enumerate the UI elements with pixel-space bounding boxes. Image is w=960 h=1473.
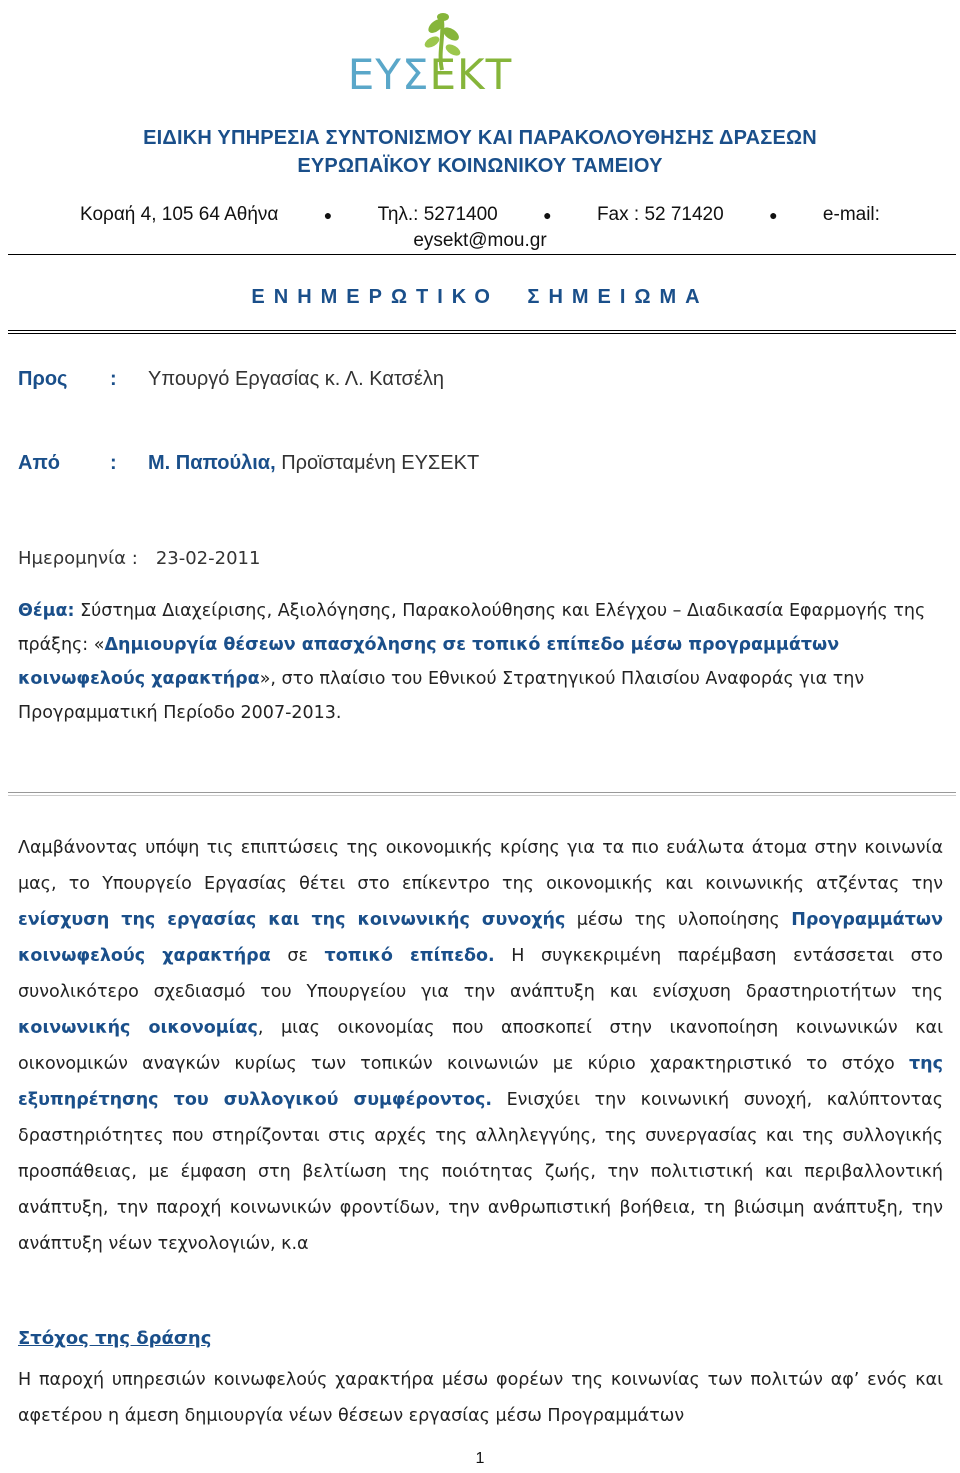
to-label: Προς	[18, 368, 68, 390]
document-page: ΕΥΣΕΚΤ ΕΙΔΙΚΗ ΥΠΗΡΕΣΙΑ ΣΥΝΤΟΝΙΣΜΟΥ ΚΑΙ ΠΑΡΑΚΟΛΟΥΘΗΣΗΣ ΔΡΑΣΕΩΝ ΕΥΡΩΠΑΪΚΟΥ ΚΟΙΝΩΝΙΚΟΥ ΤΑΜΕΙΟΥ Κοραή 4, 105 64 Αθήνα ● Τηλ.: 5271400 ● Fax : 52 71420 ● e-mail: eysekt@mou.gr ΕΝΗΜΕΡΩΤΙΚΟ ΣΗΜΕΙΩΜΑ Προς : Υπουργό Εργασίας κ. Λ. Κατσέλη Από : Μ. Παπούλια, Προϊσταμένη ΕΥΣΕΚΤ Ημερομηνία : 23-02-2011 Θέμα: Σύστημα Διαχείρισης, Αξιολόγησης, Παρακολούθησης και Ελέγχου – Διαδικασία Εφαρμογής της πράξης: «Δημιουργία θέσεων απασχόλησης σε τοπικό επίπεδο μέσω προγραμμάτων κοινωφελούς χαρακτήρα», στο πλαίσιο του Εθνικού Στρατηγικού Πλαισίου Αναφοράς για την Προγραμματική Περίοδο 2007-2013. Λαμβάνοντας υπόψη τις επιπτώσεις της οικονομικής κρίσης για τα πιο ευάλωτα άτομα στην κοινωνία μας, το Υπουργείο Εργασίας θέτει στο επίκεντρο της οικονομικής και κοινωνικής ατζέντας την ενίσχυση της εργασίας και της κοινωνικής συνοχής μέσω της υλοποίησης Προγραμμάτων κοινωφελούς χαρακτήρα σε τοπικό επίπεδο. Η συγκεκριμένη παρέμβαση εντάσσεται στο συνολικότερο σχεδιασμό του Υπουργείου για την ανάπτυξη και ενίσχυση δραστηριοτήτων της κοινωνικής οικονομίας, μιας οικονομίας που αποσκοπεί στην ικανοποίηση κοινωνικών και οικονομικών αναγκών κυρίως των τοπικών κοινωνιών με κύριο χαρακτηριστικό το στόχο της εξυπηρέτησης του συλλογικού συμφέροντος. Ενισχύει την κοινωνική συνοχή, καλύπτοντας δραστηριότητες που στηρίζονται στις αρχές της αλληλεγγύης, της συνεργασίας και της συλλογικής προσπάθειας, με έμφαση στη βελτίωση της ποιότητας ζωής, την πολιτιστική και περιβαλλοντική ανάπτυξη, την παροχή κοινωνικών φροντίδων, την ανθρωπιστική βοήθεια, τη βιώσιμη ανάπτυξη, την ανάπτυξη νέων τεχνολογιών, κ.α Στόχος της δράσης Η παροχή υπηρεσιών κοινωφελούς χαρακτήρα μέσω φορέων της κοινωνίας των πολιτών αφ’ ενός και αφετέρου η άμεση δημιουργία νέων θέσεων εργασίας μέσω Προγραμμάτων 1	[0, 0, 960, 1473]
memo-title: ΕΝΗΜΕΡΩΤΙΚΟ ΣΗΜΕΙΩΜΑ	[251, 286, 709, 308]
date-label: Ημερομηνία :	[18, 548, 138, 569]
org-title-line1: ΕΙΔΙΚΗ ΥΠΗΡΕΣΙΑ ΣΥΝΤΟΝΙΣΜΟΥ ΚΑΙ ΠΑΡΑΚΟΛΟΥΘΗΣΗΣ ΔΡΑΣΕΩΝ	[143, 127, 817, 149]
from-name: Μ. Παπούλια,	[148, 452, 276, 474]
eysekt-logo	[330, 12, 530, 107]
from-role: Προϊσταμένη ΕΥΣΕΚΤ	[275, 452, 480, 474]
from-label: Από	[18, 452, 60, 474]
address: Κοραή 4, 105 64 Αθήνα	[80, 204, 279, 225]
subject-divider	[8, 792, 956, 793]
logo-text-part2: ΕΚΤ	[429, 50, 513, 99]
goal-text: Η παροχή υπηρεσιών κοινωφελούς χαρακτήρα μέσω φορέων της κοινωνίας των πολιτών αφ’ ενός και αφετέρου η άμεση δημιουργία νέων θέσεων εργασίας μέσω Προγραμμάτων	[18, 1370, 943, 1426]
page-number: 1	[475, 1450, 485, 1467]
logo-text-part1: ΕΥΣ	[347, 50, 430, 99]
subject-program-name: Δημιουργία θέσεων απασχόλησης σε τοπικό επίπεδο μέσω προγραμμάτων κοινωφελούς χαρακτήρα	[18, 635, 840, 689]
body-paragraph: Λαμβάνοντας υπόψη τις επιπτώσεις της οικονομικής κρίσης για τα πιο ευάλωτα άτομα στην κοινωνία μας, το Υπουργείο Εργασίας θέτει στο επίκεντρο της οικονομικής και κοινωνικής ατζέντας την ενίσχυση της εργασίας και της κοινωνικής συνοχής μέσω της υλοποίησης Προγραμμάτων κοινωφελούς χαρακτήρα σε τοπικό επίπεδο. Η συγκεκριμένη παρέμβαση εντάσσεται στο συνολικότερο σχεδιασμό του Υπουργείου για την ανάπτυξη και ενίσχυση δραστηριοτήτων της κοινωνικής οικονομίας, μιας οικονομίας που αποσκοπεί στην ικανοποίηση κοινωνικών και οικονομικών αναγκών κυρίως των τοπικών κοινωνιών με κύριο χαρακτηριστικό το στόχο της εξυπηρέτησης του συλλογικού συμφέροντος. Ενισχύει την κοινωνική συνοχή, καλύπτοντας δραστηριότητες που στηρίζονται στις αρχές της αλληλεγγύης, της συνεργασίας και της συλλογικής προσπάθειας, με έμφαση στη βελτίωση της ποιότητας ζωής, την πολιτιστική και περιβαλλοντική ανάπτυξη, την παροχή κοινωνικών φροντίδων, την ανθρωπιστική βοήθεια, τη βιώσιμη ανάπτυξη, την ανάπτυξη νέων τεχνολογιών, κ.α	[18, 838, 943, 1254]
bullet-icon: ●	[769, 207, 778, 223]
date-line	[18, 548, 260, 569]
subject-label: Θέμα:	[18, 601, 75, 621]
to-value: Υπουργό Εργασίας κ. Λ. Κατσέλη	[148, 368, 444, 390]
goal-heading: Στόχος της δράσης	[18, 1328, 212, 1349]
bullet-icon: ●	[323, 207, 333, 223]
fax: Fax : 52 71420	[596, 204, 724, 225]
header-divider	[8, 254, 956, 255]
email-label: e-mail:	[822, 204, 880, 225]
date-value: 23-02-2011	[155, 548, 261, 569]
contact-info	[80, 204, 880, 252]
org-title-line2: ΕΥΡΩΠΑΪΚΟΥ ΚΟΙΝΩΝΙΚΟΥ ΤΑΜΕΙΟΥ	[297, 155, 663, 177]
bullet-icon: ●	[543, 207, 552, 223]
email-address: eysekt@mou.gr	[413, 230, 547, 251]
subject-block: Θέμα: Σύστημα Διαχείρισης, Αξιολόγησης, Παρακολούθησης και Ελέγχου – Διαδικασία Εφαρμογής της πράξης: «Δημιουργία θέσεων απασχόλησης σε τοπικό επίπεδο μέσω προγραμμάτων κοινωφελούς χαρακτήρα», στο πλαίσιο του Εθνικού Στρατηγικού Πλαισίου Αναφοράς για την Προγραμματική Περίοδο 2007-2013.	[18, 601, 926, 723]
phone: Τηλ.: 5271400	[377, 204, 498, 225]
memo-divider	[8, 330, 956, 331]
from-value	[148, 452, 479, 475]
